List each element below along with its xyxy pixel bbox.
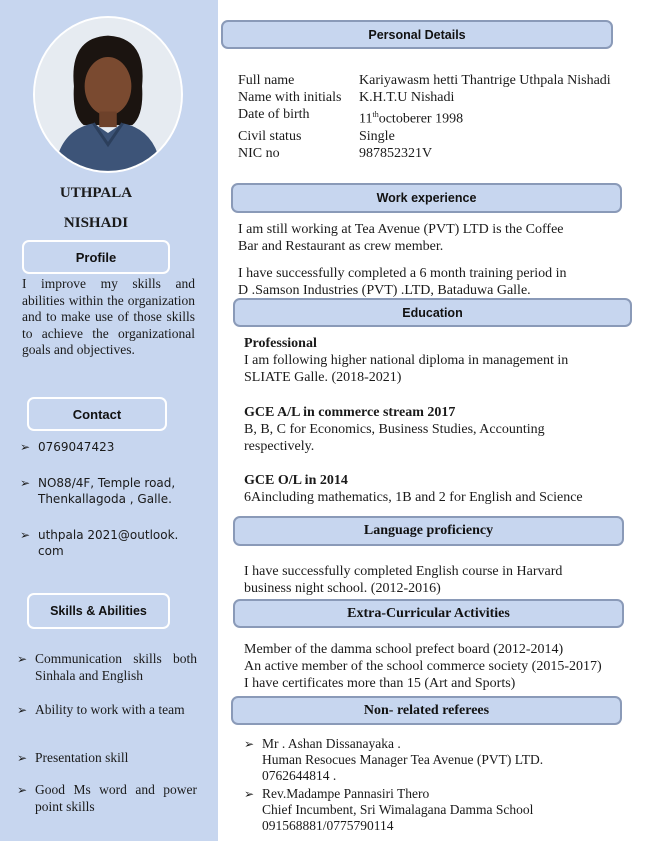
referee-1-name: Mr . Ashan Dissanayaka . — [262, 736, 401, 751]
language-line2: business night school. (2012-2016) — [244, 581, 441, 596]
referee-2-phone: 091568881/0775790114 — [262, 818, 394, 833]
personal-details-heading: Personal Details — [221, 20, 613, 49]
contact-email-line1: uthpala 2021@outlook. — [38, 528, 179, 542]
contact-email-line2: com — [38, 544, 64, 558]
arrow-bullet-icon: ➢ — [17, 751, 28, 765]
arrow-bullet-icon: ➢ — [20, 476, 31, 490]
arrow-bullet-icon: ➢ — [244, 787, 255, 801]
skill-item — [17, 782, 197, 815]
referee-1-phone: 0762644814 . — [262, 768, 337, 783]
personal-label: Civil status — [238, 128, 302, 144]
work-experience-heading: Work experience — [231, 183, 622, 213]
profile-heading: Profile — [22, 240, 170, 274]
arrow-bullet-icon: ➢ — [20, 528, 31, 542]
skill-item — [17, 750, 197, 767]
skill-item — [17, 702, 197, 719]
arrow-bullet-icon: ➢ — [17, 652, 28, 666]
personal-value: Single — [359, 128, 395, 144]
personal-details-table — [238, 72, 611, 162]
language-line1: I have successfully completed English course in Harvard — [244, 564, 563, 579]
personal-value: 987852321V — [359, 145, 433, 161]
personal-value-dob — [359, 106, 463, 128]
extra-curricular-heading: Extra-Curricular Activities — [233, 599, 624, 628]
education-ol-line1: 6Aincluding mathematics, 1B and 2 for English and Science — [244, 490, 583, 505]
referee-2-title: Chief Incumbent, Sri Wimalagana Damma School — [262, 802, 534, 817]
personal-row — [238, 106, 611, 128]
arrow-bullet-icon: ➢ — [20, 440, 31, 454]
contact-phone-text: 0769047423 — [38, 440, 115, 454]
personal-row — [238, 72, 611, 89]
education-heading: Education — [233, 298, 632, 327]
education-al-line1: B, B, C for Economics, Business Studies, Accounting — [244, 422, 545, 437]
sidebar — [0, 0, 218, 841]
education-al — [244, 404, 545, 455]
arrow-bullet-icon: ➢ — [244, 737, 255, 751]
personal-label: Date of birth — [238, 107, 310, 122]
referees-heading: Non- related referees — [231, 696, 622, 725]
contact-address-line2: Thenkallagoda , Galle. — [38, 492, 172, 506]
education-al-title: GCE A/L in commerce stream 2017 — [244, 405, 456, 420]
skill-text: Presentation skill — [35, 750, 129, 765]
skills-heading: Skills & Abilities — [27, 593, 170, 629]
personal-row — [238, 89, 611, 106]
work-paragraph-2 — [238, 265, 567, 299]
education-ol — [244, 472, 583, 506]
referee-1-title: Human Resocues Manager Tea Avenue (PVT) LTD. — [262, 752, 544, 767]
personal-label: Name with initials — [238, 90, 342, 105]
work-p2-line2: D .Samson Industries (PVT) .LTD, Bataduwa Galle. — [238, 283, 531, 298]
profile-photo-illustration — [35, 18, 181, 171]
skill-text: Communication skills both Sinhala and English — [35, 651, 197, 683]
referee-item — [244, 736, 634, 784]
education-ol-title: GCE O/L in 2014 — [244, 473, 348, 488]
contact-phone — [20, 439, 205, 455]
dob-day: 11 — [359, 111, 373, 127]
education-professional-title: Professional — [244, 336, 317, 351]
profile-photo — [33, 16, 183, 173]
education-al-line2: respectively. — [244, 439, 315, 454]
skill-text: Ability to work with a team — [35, 702, 185, 717]
contact-heading: Contact — [27, 397, 167, 431]
contact-email — [20, 527, 205, 559]
extra-line3: I have certificates more than 15 (Art and Sports) — [244, 676, 516, 691]
arrow-bullet-icon: ➢ — [17, 703, 28, 717]
personal-row — [238, 128, 611, 145]
education-professional — [244, 335, 568, 386]
work-p1-line2: Bar and Restaurant as crew member. — [238, 239, 444, 254]
dob-rest: octoberer 1998 — [378, 111, 464, 127]
contact-address — [20, 475, 205, 507]
work-paragraph-1 — [238, 221, 564, 255]
skill-item — [17, 651, 197, 684]
personal-value: Kariyawasm hetti Thantrige Uthpala Nishadi — [359, 73, 611, 88]
name-first: UTHPALA — [59, 185, 133, 201]
name-last: NISHADI — [63, 215, 129, 231]
referee-item — [244, 786, 634, 834]
work-p2-line1: I have successfully completed a 6 month training period in — [238, 266, 567, 281]
language-proficiency-heading: Language proficiency — [233, 516, 624, 546]
profile-text: I improve my skills and abilities within the organization and to make use of those skills to achieve the organizational goals and objectives. — [22, 276, 195, 357]
education-professional-line2: SLIATE Galle. (2018-2021) — [244, 370, 402, 385]
referee-2-name: Rev.Madampe Pannasiri Thero — [262, 786, 430, 801]
extra-line1: Member of the damma school prefect board (2012-2014) — [244, 642, 564, 657]
extra-curricular-text — [244, 641, 602, 692]
personal-row — [238, 145, 611, 162]
personal-value: K.H.T.U Nishadi — [359, 90, 455, 105]
personal-label: Full name — [238, 73, 295, 88]
education-professional-line1: I am following higher national diploma in management in — [244, 353, 569, 368]
contact-address-line1: NO88/4F, Temple road, — [38, 476, 176, 490]
skill-text: Good Ms word and power point skills — [35, 782, 197, 814]
work-p1-line1: I am still working at Tea Avenue (PVT) LTD is the Coffee — [238, 222, 564, 237]
language-text — [244, 563, 562, 597]
arrow-bullet-icon: ➢ — [17, 783, 28, 797]
personal-label: NIC no — [238, 145, 280, 161]
dob-suffix: th — [372, 110, 379, 119]
extra-line2: An active member of the school commerce society (2015-2017) — [244, 659, 602, 674]
